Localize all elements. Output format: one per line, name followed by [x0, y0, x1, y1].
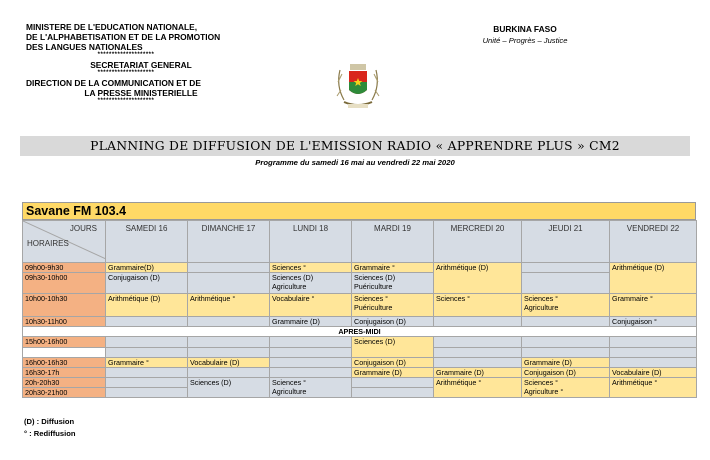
schedule-cell — [188, 263, 270, 273]
stars-divider: ******************** — [97, 98, 155, 104]
ministry-header — [26, 22, 256, 104]
corner-cell — [23, 221, 106, 263]
time-slot — [23, 347, 106, 358]
schedule-cell — [188, 273, 270, 294]
stars-divider: ******************** — [97, 70, 155, 76]
cell-line: Agriculture — [272, 387, 307, 396]
schedule-cell: Conjugaison (D) — [522, 368, 610, 378]
country-motto: Unité – Progrès – Justice — [482, 36, 568, 45]
schedule-cell — [522, 317, 610, 327]
schedule-cell — [352, 378, 434, 388]
schedule-cell: Arithmétique (D) — [106, 294, 188, 317]
cell-line: Agriculture — [272, 282, 307, 291]
schedule-cell — [352, 388, 434, 398]
schedule-table — [22, 220, 697, 398]
schedule-cell — [522, 337, 610, 348]
schedule-cell: Arithmétique ° — [188, 294, 270, 317]
table-row — [23, 317, 697, 327]
table-row — [23, 263, 697, 273]
cell-line: Agriculture ° — [524, 387, 564, 396]
program-dates: Programme du samedi 16 mai au vendredi 22 mai 2020 — [255, 158, 455, 167]
schedule-cell: Grammaire (D) — [434, 368, 522, 378]
schedule-cell — [188, 337, 270, 348]
ministry-line-3: DES LANGUES NATIONALES — [26, 42, 143, 52]
schedule-cell — [106, 317, 188, 327]
cell-line: Sciences (D) — [272, 273, 314, 282]
schedule-cell: Grammaire ° — [352, 263, 434, 273]
ministry-line-1: MINISTERE DE L'EDUCATION NATIONALE, — [26, 22, 198, 32]
day-header: DIMANCHE 17 — [188, 221, 270, 263]
day-header: JEUDI 21 — [522, 221, 610, 263]
schedule-cell: Arithmétique ° — [610, 378, 697, 398]
schedule-cell — [434, 358, 522, 368]
time-slot: 10h30-11h00 — [23, 317, 106, 327]
time-slot: 09h00-9h30 — [23, 263, 106, 273]
schedule-cell: Grammaire (D) — [270, 317, 352, 327]
schedule-cell — [106, 378, 188, 388]
schedule-cell: Arithmétique ° — [434, 378, 522, 398]
coat-of-arms-icon — [334, 56, 382, 112]
jours-label: JOURS — [69, 224, 97, 233]
schedule-cell: Grammaire(D) — [106, 263, 188, 273]
cell-line: Sciences ° — [524, 378, 559, 387]
time-slot: 16h00-16h30 — [23, 358, 106, 368]
cell-line: Puériculture — [354, 282, 393, 291]
schedule-cell — [270, 378, 352, 398]
table-row — [23, 327, 697, 337]
schedule-cell — [610, 337, 697, 348]
schedule-cell — [106, 368, 188, 378]
schedule-cell — [434, 317, 522, 327]
schedule-cell — [610, 347, 697, 358]
schedule-cell: Sciences (D) — [352, 337, 434, 358]
cell-line: Sciences ° — [354, 294, 389, 303]
secretariat-label: SECRETARIAT GENERAL — [90, 60, 192, 70]
table-header-row — [23, 221, 697, 263]
schedule-cell: Grammaire ° — [106, 358, 188, 368]
legend-rediffusion: ° : Rediffusion — [24, 429, 76, 438]
page-title: PLANNING DE DIFFUSION DE L'EMISSION RADIO « APPRENDRE PLUS » CM2 — [20, 136, 690, 156]
apres-midi-label: APRES-MIDI — [23, 327, 697, 337]
table-row — [23, 378, 697, 388]
schedule-cell — [106, 347, 188, 358]
schedule-cell: Arithmétique (D) — [610, 263, 697, 294]
schedule-cell: Sciences ° — [434, 294, 522, 317]
ministry-line-2: DE L'ALPHABETISATION ET DE LA PROMOTION — [26, 32, 221, 42]
schedule-cell — [352, 273, 434, 294]
time-slot: 20h30-21h00 — [23, 388, 106, 398]
schedule-cell: Vocabulaire (D) — [188, 358, 270, 368]
schedule-cell: Conjugaison (D) — [352, 317, 434, 327]
legend-diffusion: (D) : Diffusion — [24, 417, 75, 426]
direction-line-2: LA PRESSE MINISTERIELLE — [84, 88, 198, 98]
schedule-cell — [270, 368, 352, 378]
cell-line: Sciences ° — [524, 294, 559, 303]
schedule-cell: Grammaire ° — [610, 294, 697, 317]
schedule-cell — [352, 294, 434, 317]
country-name: BURKINA FASO — [493, 24, 557, 34]
schedule-cell — [522, 347, 610, 358]
schedule-cell: Grammaire (D) — [352, 368, 434, 378]
day-header: SAMEDI 16 — [106, 221, 188, 263]
schedule-cell — [270, 358, 352, 368]
day-header: LUNDI 18 — [270, 221, 352, 263]
schedule-cell — [106, 388, 188, 398]
schedule-cell — [188, 317, 270, 327]
day-header: MARDI 19 — [352, 221, 434, 263]
schedule-cell — [522, 378, 610, 398]
table-row — [23, 273, 697, 294]
schedule-cell: Arithmétique (D) — [434, 263, 522, 294]
table-row — [23, 368, 697, 378]
schedule-cell — [434, 337, 522, 348]
cell-line: Puériculture — [354, 303, 393, 312]
stars-divider: ******************** — [97, 52, 155, 58]
cell-line: Sciences ° — [272, 378, 307, 387]
table-row — [23, 294, 697, 317]
schedule-cell — [522, 273, 610, 294]
schedule-cell: Sciences (D) — [188, 378, 270, 398]
legend — [24, 416, 76, 440]
time-slot: 16h30-17h — [23, 368, 106, 378]
schedule-cell: Vocabulaire ° — [270, 294, 352, 317]
cell-line: Agriculture — [524, 303, 559, 312]
schedule-cell: Conjugaison (D) — [352, 358, 434, 368]
table-row — [23, 337, 697, 348]
schedule-cell — [434, 347, 522, 358]
cell-line: Sciences (D) — [354, 273, 396, 282]
day-header: MERCREDI 20 — [434, 221, 522, 263]
time-slot: 20h-20h30 — [23, 378, 106, 388]
schedule-cell — [188, 347, 270, 358]
country-header — [465, 24, 585, 45]
schedule-cell: Grammaire (D) — [522, 358, 610, 368]
schedule-cell: Sciences ° — [270, 263, 352, 273]
schedule-cell — [522, 263, 610, 273]
schedule-cell — [270, 273, 352, 294]
schedule-cell — [610, 358, 697, 368]
station-name: Savane FM 103.4 — [22, 202, 696, 220]
horaires-label: HORAIRES — [27, 239, 69, 248]
schedule-cell — [522, 294, 610, 317]
schedule-cell — [270, 347, 352, 358]
schedule-cell — [270, 337, 352, 348]
time-slot: 15h00-16h00 — [23, 337, 106, 348]
time-slot: 09h30-10h00 — [23, 273, 106, 294]
day-header: VENDREDI 22 — [610, 221, 697, 263]
schedule-cell — [106, 337, 188, 348]
schedule-cell — [188, 368, 270, 378]
schedule-cell: Vocabulaire (D) — [610, 368, 697, 378]
schedule-cell: Conjugaison ° — [610, 317, 697, 327]
schedule-cell: Conjugaison (D) — [106, 273, 188, 294]
direction-line-1: DIRECTION DE LA COMMUNICATION ET DE — [26, 78, 201, 88]
table-row — [23, 358, 697, 368]
time-slot: 10h00-10h30 — [23, 294, 106, 317]
